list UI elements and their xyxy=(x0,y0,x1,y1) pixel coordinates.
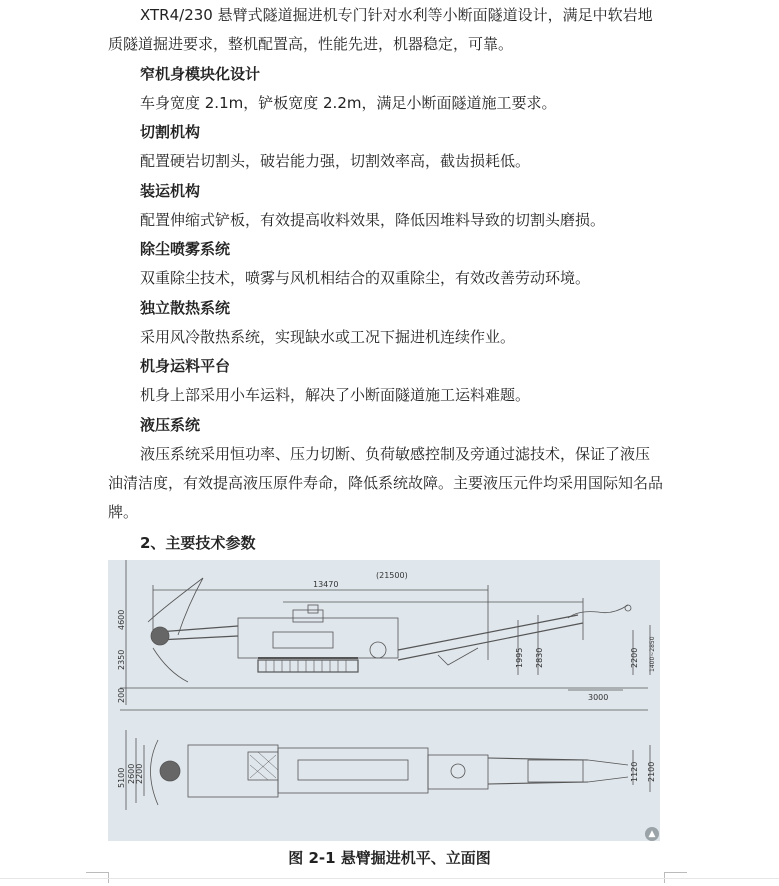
dim-label: 1995 xyxy=(515,647,524,668)
section-heading-cutting: 切割机构 xyxy=(140,123,201,141)
dim-label: 2100 xyxy=(647,761,656,782)
dim-label: 3000 xyxy=(588,693,609,702)
section-body-platform: 机身上部采用小车运料，解决了小断面隧道施工运料难题。 xyxy=(140,386,531,404)
scroll-up-icon[interactable]: ▲ xyxy=(645,827,659,841)
machine-drawing xyxy=(108,560,660,841)
dim-label: 13470 xyxy=(313,580,339,589)
section-body-loading: 配置伸缩式铲板，有效提高收料效果，降低因堆料导致的切割头磨损。 xyxy=(140,211,606,229)
section-heading-platform: 机身运料平台 xyxy=(140,357,231,375)
intro-paragraph: XTR4/230 悬臂式隧道掘进机专门针对水利等小断面隧道设计，满足中软岩地质隧道掘进要求，整机配置高，性能先进，机器稳定，可靠。 xyxy=(108,6,653,53)
dim-label: 2200 xyxy=(630,647,639,668)
section-body-cooling: 采用风冷散热系统，实现缺水或工况下掘进机连续作业。 xyxy=(140,328,516,346)
section-heading-hydraulic: 液压系统 xyxy=(140,416,201,434)
section-body-dust: 双重除尘技术，喷雾与风机相结合的双重除尘，有效改善劳动环境。 xyxy=(140,269,591,287)
dim-label: 4600 xyxy=(117,609,126,630)
section-body-narrow-body: 车身宽度 2.1m，铲板宽度 2.2m，满足小断面隧道施工要求。 xyxy=(140,94,557,112)
page-bottom-divider xyxy=(0,878,779,879)
dim-label: 2830 xyxy=(535,647,544,668)
section-heading-dust: 除尘喷雾系统 xyxy=(140,240,231,258)
dim-label: 5100 xyxy=(117,767,126,788)
dim-label: 200 xyxy=(117,687,126,703)
section-body-cutting: 配置硬岩切割头，破岩能力强，切割效率高，截齿损耗低。 xyxy=(140,152,531,170)
section-heading-loading: 装运机构 xyxy=(140,182,201,200)
section-heading-narrow-body: 窄机身模块化设计 xyxy=(140,65,261,83)
machine-drawing-figure xyxy=(108,560,660,841)
dim-label: 1400~2850 xyxy=(649,636,656,672)
section-heading-cooling: 独立散热系统 xyxy=(140,299,231,317)
dim-label: 1120 xyxy=(630,761,639,782)
hydraulic-paragraph: 液压系统采用恒功率、压力切断、负荷敏感控制及旁通过滤技术，保证了液压油清洁度，有效提高液压原件寿命，降低系统故障。主要液压元件均采用国际知名品牌。 xyxy=(108,445,664,521)
dim-label: 2200 xyxy=(135,763,144,784)
subheading-tech-params: 2、主要技术参数 xyxy=(140,534,256,552)
dim-label: 2600 xyxy=(127,763,136,784)
dim-label: 2350 xyxy=(117,649,126,670)
figure-caption: 图 2-1 悬臂掘进机平、立面图 xyxy=(288,849,491,867)
dim-label: (21500) xyxy=(376,571,408,580)
